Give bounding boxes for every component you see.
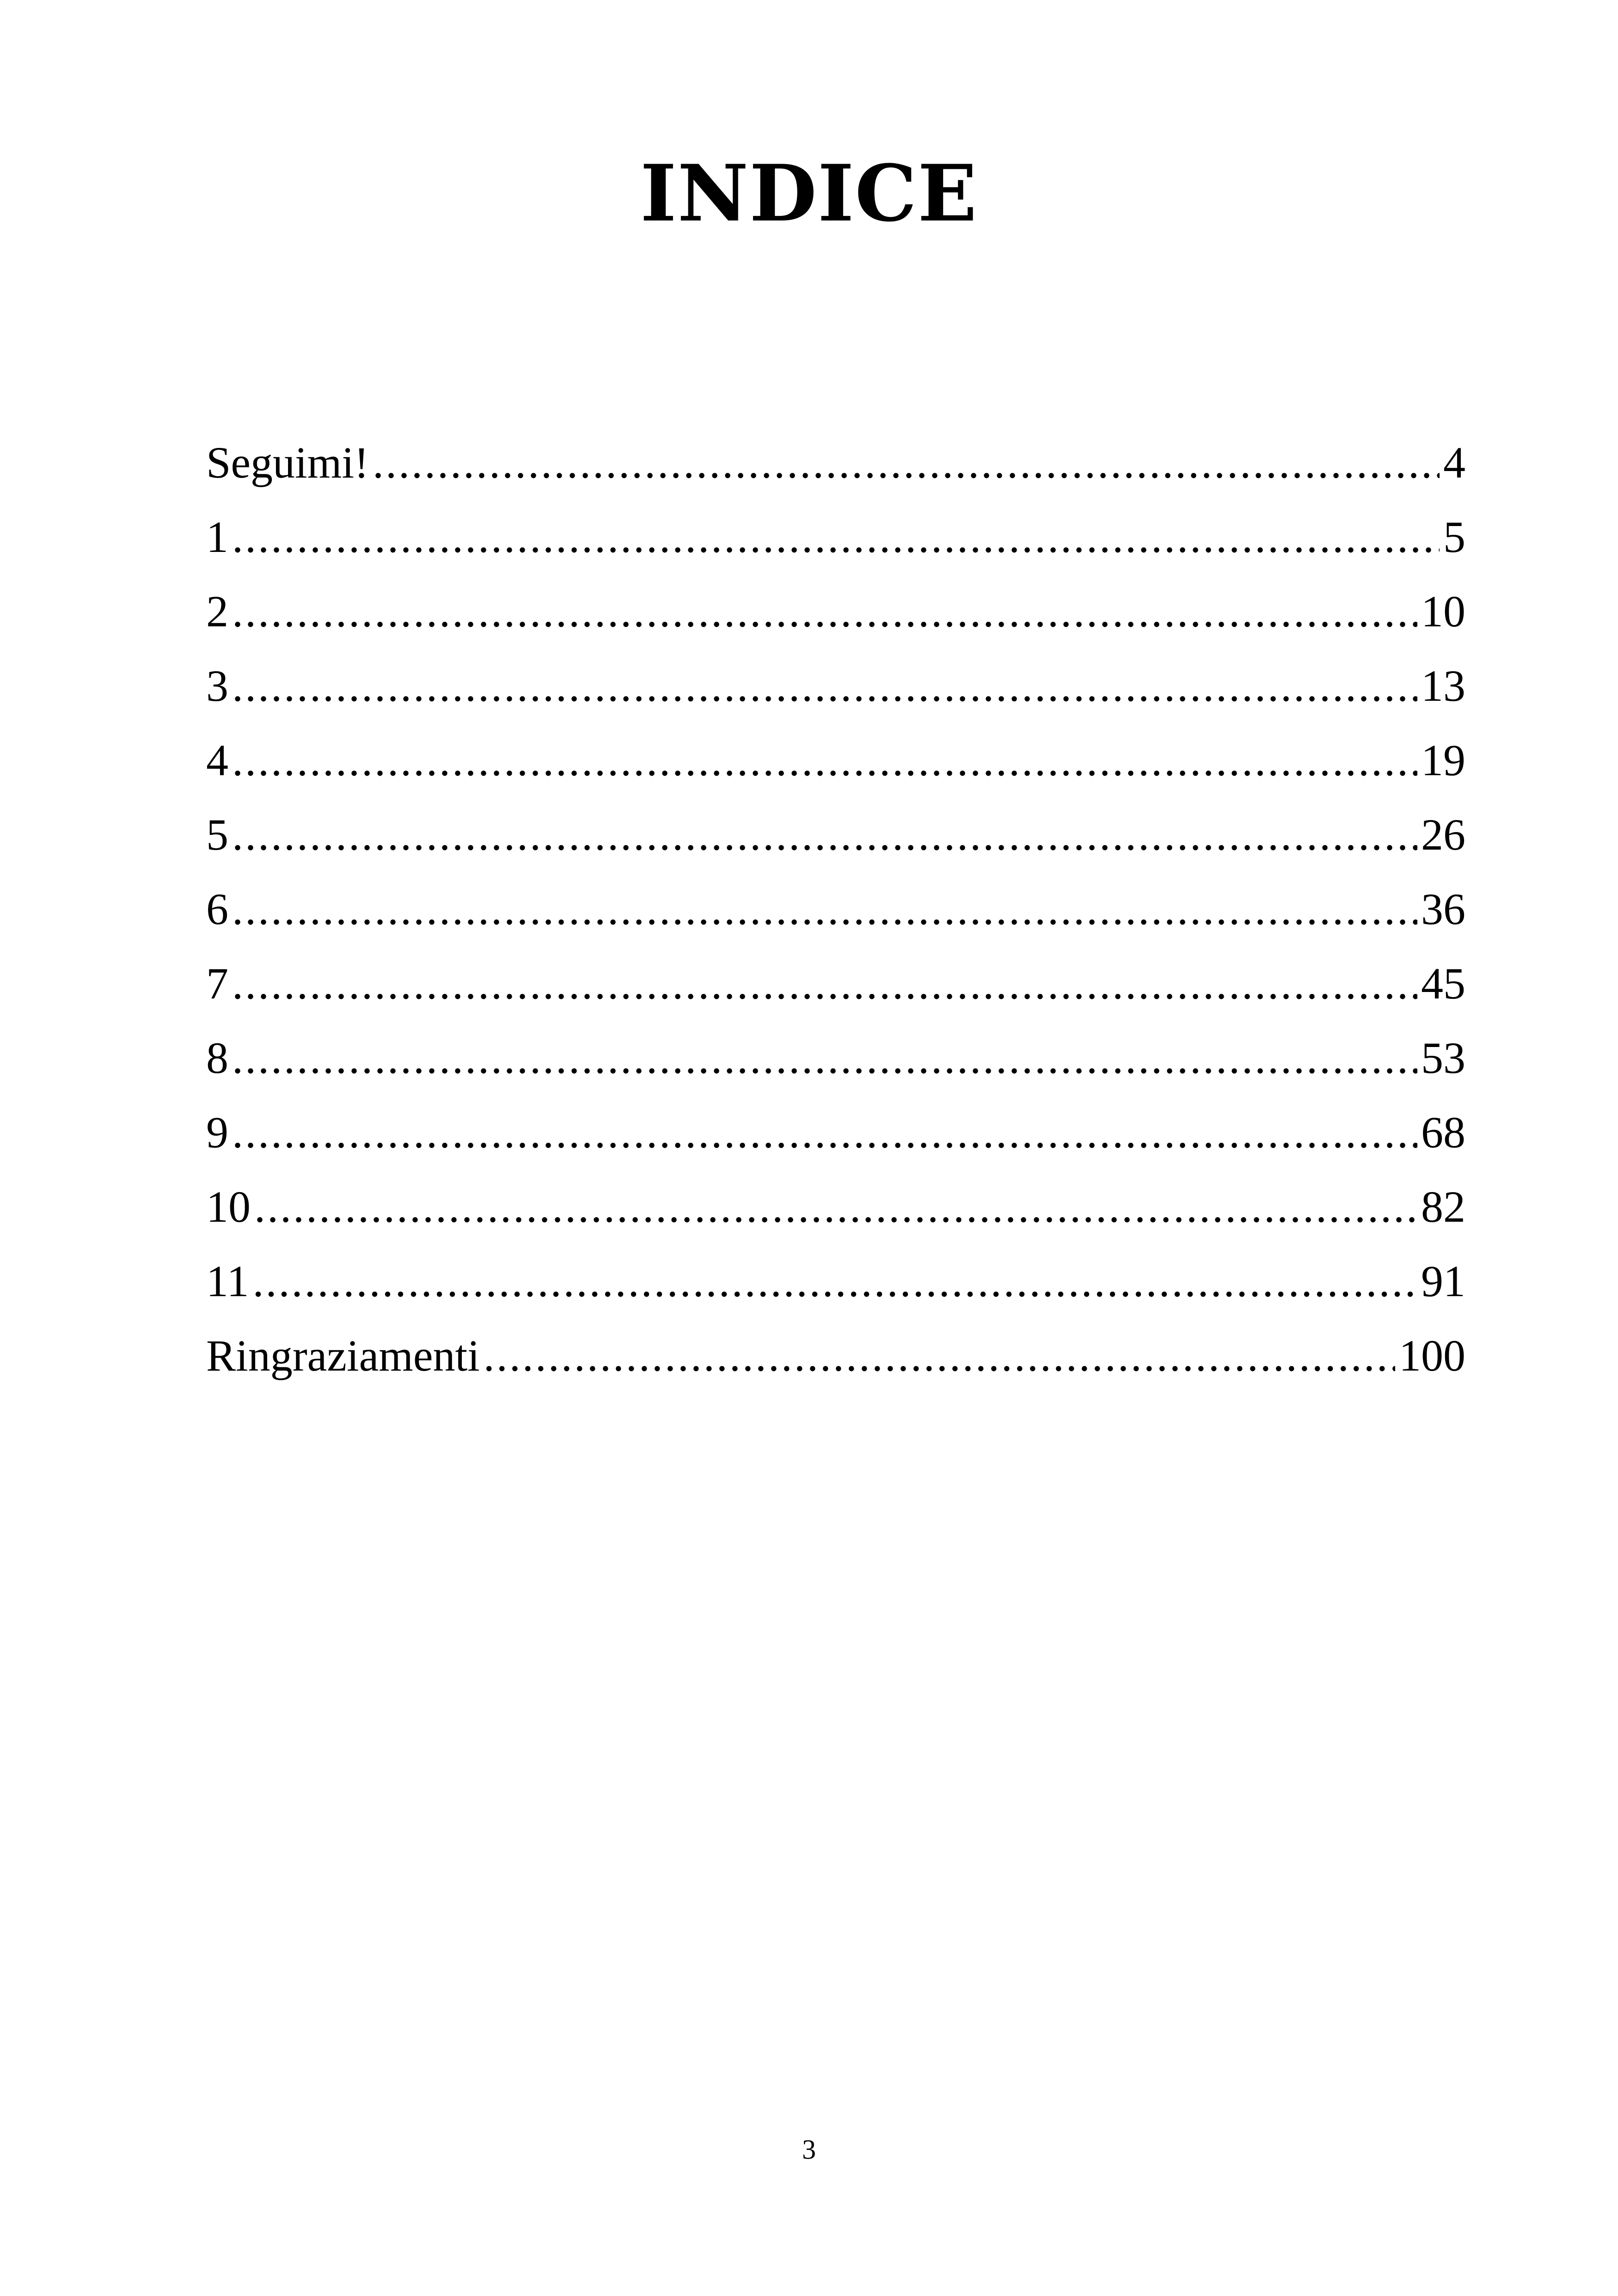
toc-entry-label: 3 [206, 661, 228, 710]
toc-entry-page: 91 [1421, 1256, 1465, 1306]
toc-entry-chapter-5[interactable] [206, 797, 1465, 872]
toc-entry-chapter-8[interactable] [206, 1021, 1465, 1095]
toc-entry-page: 13 [1421, 661, 1465, 710]
toc-entry-label: 9 [206, 1108, 228, 1157]
toc-entry-page: 53 [1421, 1033, 1465, 1083]
page-number: 3 [802, 2134, 816, 2165]
toc-entry-chapter-4[interactable] [206, 723, 1465, 797]
toc-dot-leader [232, 649, 1417, 723]
toc-entry-label: Seguimi! [206, 438, 369, 487]
toc-entry-label: 11 [206, 1256, 249, 1306]
toc-entry-chapter-2[interactable] [206, 574, 1465, 649]
toc-dot-leader [232, 872, 1417, 946]
toc-entry-label: 1 [206, 512, 228, 562]
toc-entry-label: 5 [206, 810, 228, 859]
toc-dot-leader [232, 574, 1417, 649]
toc-dot-leader [232, 1095, 1417, 1169]
toc-entry-chapter-7[interactable] [206, 946, 1465, 1021]
toc-dot-leader [373, 425, 1440, 500]
toc-dot-leader [484, 1318, 1395, 1393]
toc-entry-label: 7 [206, 959, 228, 1008]
toc-entry-page: 45 [1421, 959, 1465, 1008]
toc-entry-page: 68 [1421, 1108, 1465, 1157]
toc-dot-leader [232, 723, 1417, 797]
toc-entry-page: 10 [1421, 587, 1465, 636]
toc-entry-chapter-9[interactable] [206, 1095, 1465, 1169]
toc-dot-leader [252, 1244, 1417, 1318]
toc-entry-label: 2 [206, 587, 228, 636]
toc-entry-label: 4 [206, 735, 228, 785]
toc-entry-chapter-10[interactable] [206, 1169, 1465, 1244]
toc-entry-page: 82 [1421, 1182, 1465, 1231]
toc-entry-page: 26 [1421, 810, 1465, 859]
toc-entry-label: 6 [206, 884, 228, 934]
toc-entry-page: 36 [1421, 884, 1465, 934]
toc-entry-ringraziamenti[interactable] [206, 1318, 1465, 1393]
toc-entry-seguimi[interactable] [206, 425, 1465, 500]
toc-entry-label: 10 [206, 1182, 251, 1231]
toc-dot-leader [254, 1169, 1417, 1244]
table-of-contents [206, 425, 1465, 1393]
toc-entry-label: Ringraziamenti [206, 1331, 480, 1380]
toc-dot-leader [232, 797, 1417, 872]
toc-entry-page: 19 [1421, 735, 1465, 785]
toc-dot-leader [232, 946, 1417, 1021]
toc-dot-leader [232, 500, 1440, 574]
toc-entry-page: 5 [1443, 512, 1465, 562]
toc-entry-page: 4 [1443, 438, 1465, 487]
toc-dot-leader [232, 1021, 1417, 1095]
toc-entry-page: 100 [1399, 1331, 1465, 1380]
toc-entry-chapter-3[interactable] [206, 649, 1465, 723]
toc-entry-chapter-1[interactable] [206, 500, 1465, 574]
page-title: INDICE [640, 147, 978, 239]
toc-entry-chapter-11[interactable] [206, 1244, 1465, 1318]
toc-entry-label: 8 [206, 1033, 228, 1083]
toc-entry-chapter-6[interactable] [206, 872, 1465, 946]
